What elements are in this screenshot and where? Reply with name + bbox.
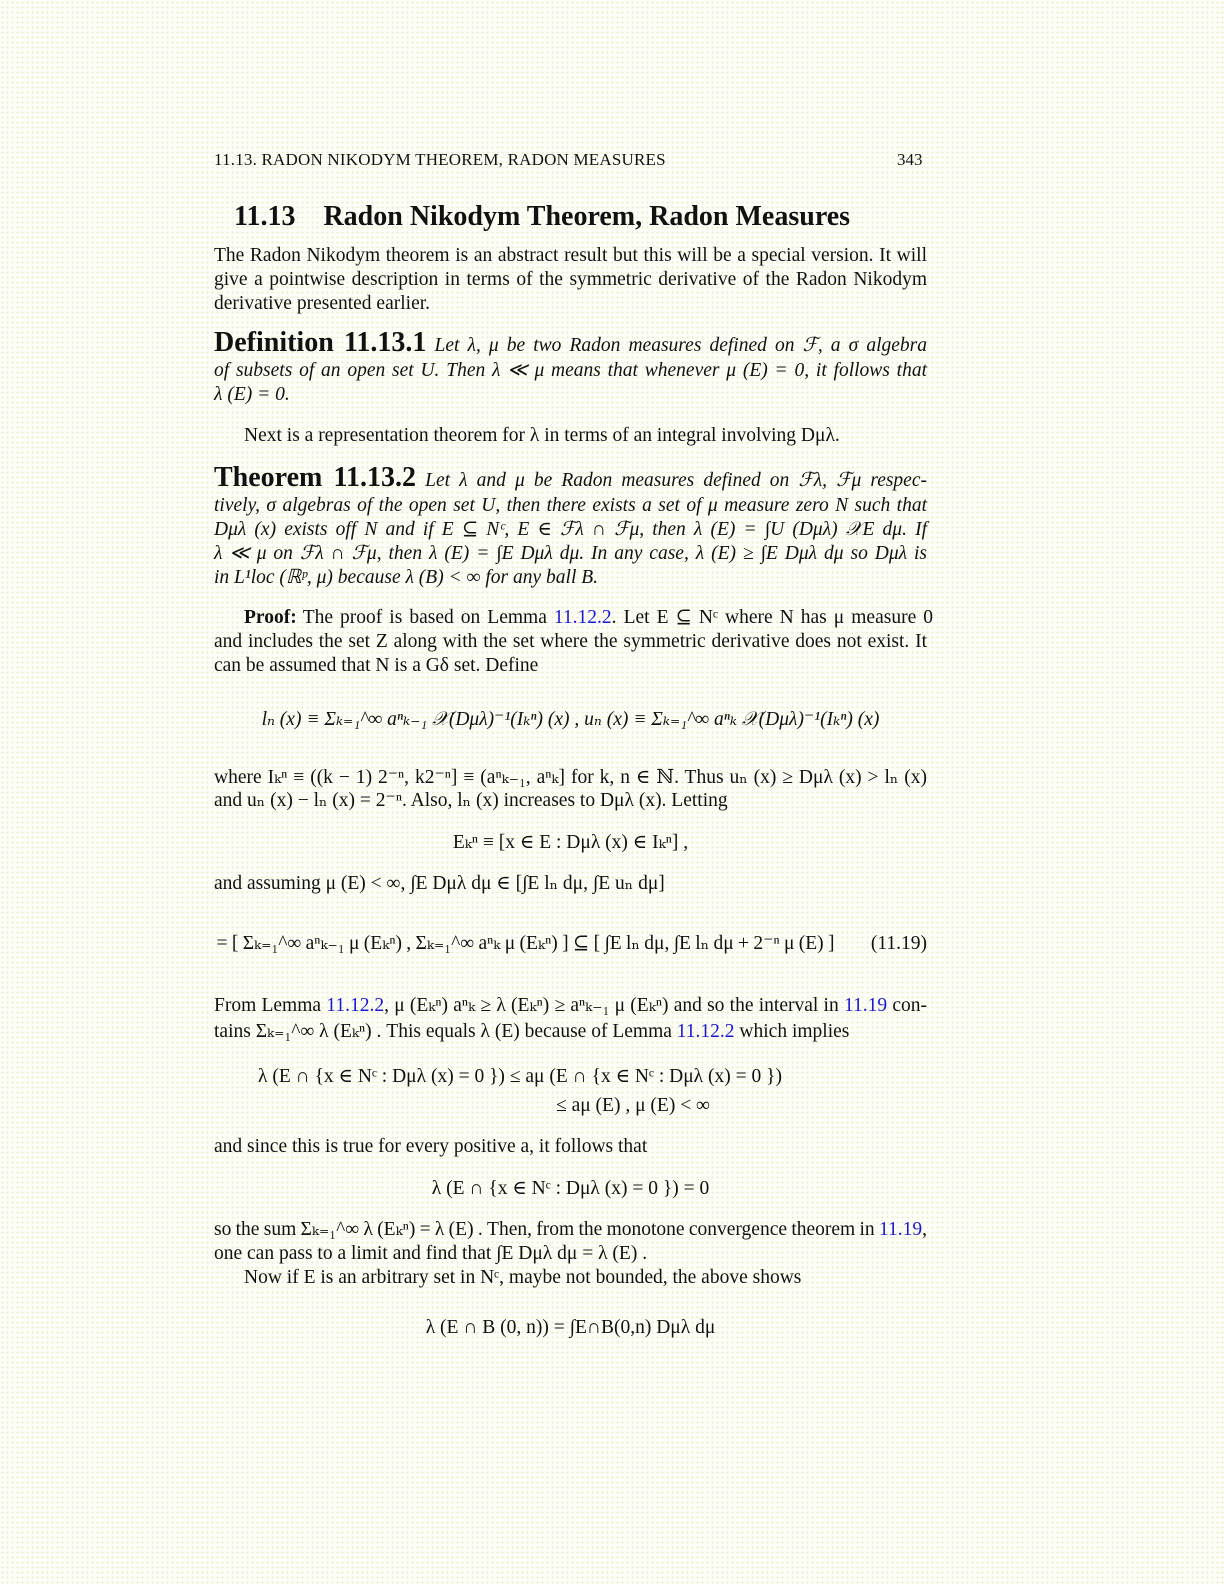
text-line: [214, 542, 927, 566]
text-line: [214, 1020, 849, 1044]
text-line: [244, 606, 933, 630]
text-line: [214, 494, 927, 518]
text-run: derivative presented earlier.: [214, 293, 431, 314]
equation-number: (11.19): [870, 933, 927, 954]
display-equation: [214, 1316, 927, 1340]
text-run: The proof is based on Lemma: [302, 607, 554, 628]
text-line: [214, 383, 290, 407]
text-line: [214, 789, 728, 813]
text-run: so the sum Σₖ₌₁^∞ λ (Eₖⁿ) = λ (E) . Then, from the monotone convergence theorem in: [214, 1219, 879, 1240]
text-line: [214, 566, 598, 590]
cross-reference-link[interactable]: 11.19: [843, 995, 888, 1016]
text-line: [214, 244, 927, 268]
text-line: [214, 994, 927, 1018]
text-line: [214, 292, 430, 316]
proof-label: Proof:: [244, 607, 297, 628]
text-run: one can pass to a limit and find that ∫E Dμλ dμ = λ (E) .: [214, 1243, 648, 1264]
text-line: [214, 327, 927, 358]
text-line: [214, 1135, 647, 1159]
text-run: Now if E is an arbitrary set in Nᶜ, maybe not bounded, the above shows: [244, 1267, 802, 1288]
italic-text: of subsets of an open set U. Then λ ≪ μ means that whenever μ (E) = 0, it follows that: [214, 360, 927, 381]
text-run: where Iₖⁿ ≡ ((k − 1) 2⁻ⁿ, k2⁻ⁿ] ≡ (aⁿₖ₋₁, aⁿₖ] for k, n ∈ ℕ. Thus uₙ (x) ≥ Dμλ (x) > lₙ (x): [214, 767, 927, 788]
heading-label: Theorem 11.13.2: [214, 462, 417, 493]
display-equation: [258, 1065, 782, 1089]
text-run: and assuming μ (E) < ∞, ∫E Dμλ dμ ∈ [∫E lₙ dμ, ∫E uₙ dμ]: [214, 873, 665, 894]
text-run: Eₖⁿ ≡ [x ∈ E : Dμλ (x) ∈ Iₖⁿ] ,: [452, 832, 689, 853]
text-run: , μ (Eₖⁿ) aⁿₖ ≥ λ (Eₖⁿ) ≥ aⁿₖ₋₁ μ (Eₖⁿ) and so the interval in: [384, 995, 844, 1016]
text-run: ≤ aμ (E) , μ (E) < ∞: [556, 1095, 710, 1116]
text-line: [214, 654, 538, 678]
text-line: [214, 872, 665, 896]
cross-reference-link[interactable]: 11.19: [878, 1219, 923, 1240]
italic-text: λ ≪ μ on ℱλ ∩ ℱμ, then λ (E) = ∫E Dμλ dμ. In any case, λ (E) ≥ ∫E Dμλ dμ so Dμλ is: [214, 543, 927, 564]
text-run: tains Σₖ₌₁^∞ λ (Eₖⁿ) . This equals λ (E) because of Lemma: [214, 1021, 677, 1042]
cross-reference-link[interactable]: 11.12.2: [676, 1021, 735, 1042]
italic-text: lₙ (x) ≡ Σₖ₌₁^∞ aⁿₖ₋₁ 𝒳(Dμλ)⁻¹(Iₖⁿ) (x) , uₙ (x) ≡ Σₖ₌₁^∞ aⁿₖ 𝒳(Dμλ)⁻¹(Iₖⁿ) (x): [261, 709, 880, 730]
display-equation: [214, 708, 927, 732]
running-header: 11.13. RADON NIKODYM THEOREM, RADON MEASURES: [214, 150, 666, 169]
text-line: [214, 766, 927, 790]
cross-reference-link[interactable]: 11.12.2: [553, 607, 612, 628]
italic-text: Let λ and μ be Radon measures defined on ℱλ, ℱμ respec-: [416, 470, 927, 491]
italic-text: Let λ, μ be two Radon measures defined on ℱ, a σ algebra: [426, 335, 927, 356]
display-equation: [214, 831, 927, 855]
page-number: 343: [897, 150, 923, 169]
text-run: can be assumed that N is a Gδ set. Define: [214, 655, 539, 676]
italic-text: λ (E) = 0.: [214, 384, 290, 405]
text-run: = [ Σₖ₌₁^∞ aⁿₖ₋₁ μ (Eₖⁿ) , Σₖ₌₁^∞ aⁿₖ μ (Eₖⁿ) ] ⊆ [ ∫E lₙ dμ, ∫E lₙ dμ + 2⁻ⁿ μ (E) ]: [216, 933, 835, 954]
text-run: which implies: [734, 1021, 850, 1042]
text-line: [214, 359, 927, 383]
italic-text: in L¹loc (ℝᵖ, μ) because λ (B) < ∞ for any ball B.: [214, 567, 599, 588]
text-run: give a pointwise description in terms of the symmetric derivative of the Radon Nikodym: [214, 269, 927, 290]
italic-text: tively, σ algebras of the open set U, then there exists a set of μ measure zero N such that: [214, 495, 927, 516]
text-run: Next is a representation theorem for λ in terms of an integral involving Dμλ.: [244, 425, 840, 446]
italic-text: Dμλ (x) exists off N and if E ⊆ Nᶜ, E ∈ ℱλ ∩ ℱμ, then λ (E) = ∫U (Dμλ) 𝒳E dμ. If: [214, 519, 927, 540]
text-run: From Lemma: [214, 995, 327, 1016]
text-run: λ (E ∩ {x ∈ Nᶜ : Dμλ (x) = 0 }) = 0: [431, 1178, 710, 1199]
text-run: λ (E ∩ B (0, n)) = ∫E∩B(0,n) Dμλ dμ: [425, 1317, 716, 1338]
text-run: λ (E ∩ {x ∈ Nᶜ : Dμλ (x) = 0 }) ≤ aμ (E ∩ {x ∈ Nᶜ : Dμλ (x) = 0 }): [258, 1066, 782, 1087]
text-line: [214, 1218, 927, 1242]
display-equation: [556, 1094, 710, 1118]
text-line: [214, 268, 927, 292]
text-line: [214, 630, 927, 654]
section-title: 11.13 Radon Nikodym Theorem, Radon Measures: [234, 201, 851, 232]
text-line: [244, 424, 840, 448]
text-run: and since this is true for every positive a, it follows that: [214, 1136, 648, 1157]
text-line: [214, 518, 927, 542]
display-equation: [214, 1177, 927, 1201]
text-run: ,: [922, 1219, 927, 1240]
display-equation: [214, 932, 927, 956]
heading-label: Definition 11.13.1: [214, 327, 427, 358]
text-line: [244, 1266, 801, 1290]
text-run: and uₙ (x) − lₙ (x) = 2⁻ⁿ. Also, lₙ (x) increases to Dμλ (x). Letting: [214, 790, 728, 811]
text-run: and includes the set Z along with the set where the symmetric derivative does not exist. It: [214, 631, 927, 652]
text-run: con-: [887, 995, 927, 1016]
text-line: [214, 462, 927, 493]
text-run: The Radon Nikodym theorem is an abstract result but this will be a special version. It will: [214, 245, 927, 266]
text-run: . Let E ⊆ Nᶜ where N has μ measure 0: [611, 607, 933, 628]
cross-reference-link[interactable]: 11.12.2: [326, 995, 385, 1016]
text-line: [214, 1242, 647, 1266]
